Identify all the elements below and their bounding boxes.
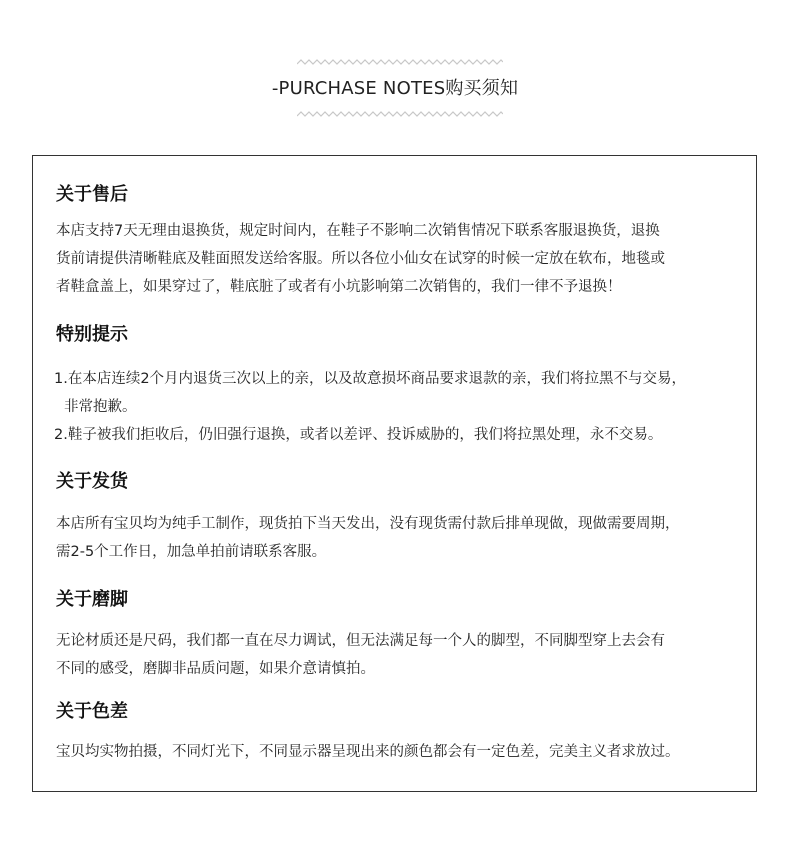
section-title-shipping: 关于发货 — [56, 471, 128, 492]
section-body-after-sales — [56, 217, 756, 301]
text-line: 不同的感受，磨脚非品质问题，如果介意请慎拍。 — [56, 661, 375, 677]
section-body-shipping — [56, 510, 756, 566]
purchase-notes-header — [0, 55, 790, 125]
section-body-foot-rubbing — [56, 627, 756, 683]
text-line: 者鞋盒盖上，如果穿过了，鞋底脏了或者有小坑影响第二次销售的，我们一律不予退换！ — [56, 279, 622, 295]
section-body-color-difference — [56, 738, 756, 766]
list-item: 1.在本店连续2个月内退货三次以上的亲，以及故意损坏商品要求退款的亲，我们将拉黑不与交易， — [54, 371, 687, 387]
wave-divider-bottom — [297, 110, 503, 118]
list-item-continuation: 非常抱歉。 — [64, 399, 137, 415]
section-title-after-sales: 关于售后 — [56, 184, 128, 205]
section-title-special-notice: 特别提示 — [56, 324, 128, 345]
section-title-color-difference: 关于色差 — [56, 701, 128, 722]
text-line: 宝贝均实物拍摄，不同灯光下，不同显示器呈现出来的颜色都会有一定色差，完美主义者求放过。 — [56, 744, 680, 760]
text-line: 无论材质还是尺码，我们都一直在尽力调试，但无法满足每一个人的脚型，不同脚型穿上去会有 — [56, 633, 665, 649]
wave-divider-top — [297, 58, 503, 66]
page-title: -PURCHASE NOTES购买须知 — [271, 78, 519, 99]
text-line: 本店所有宝贝均为纯手工制作，现货拍下当天发出，没有现货需付款后排单现做，现做需要周期， — [56, 516, 680, 532]
list-item: 2.鞋子被我们拒收后，仍旧强行退换，或者以差评、投诉威胁的，我们将拉黑处理，永不交易。 — [54, 427, 663, 443]
text-line: 货前请提供清晰鞋底及鞋面照发送给客服。所以各位小仙女在试穿的时候一定放在软布，地毯或 — [56, 251, 665, 267]
text-line: 本店支持7天无理由退换货，规定时间内，在鞋子不影响二次销售情况下联系客服退换货，退换 — [56, 223, 660, 239]
section-body-special-notice — [54, 365, 754, 449]
text-line: 需2-5个工作日，加急单拍前请联系客服。 — [56, 544, 327, 560]
section-title-foot-rubbing: 关于磨脚 — [56, 589, 128, 610]
